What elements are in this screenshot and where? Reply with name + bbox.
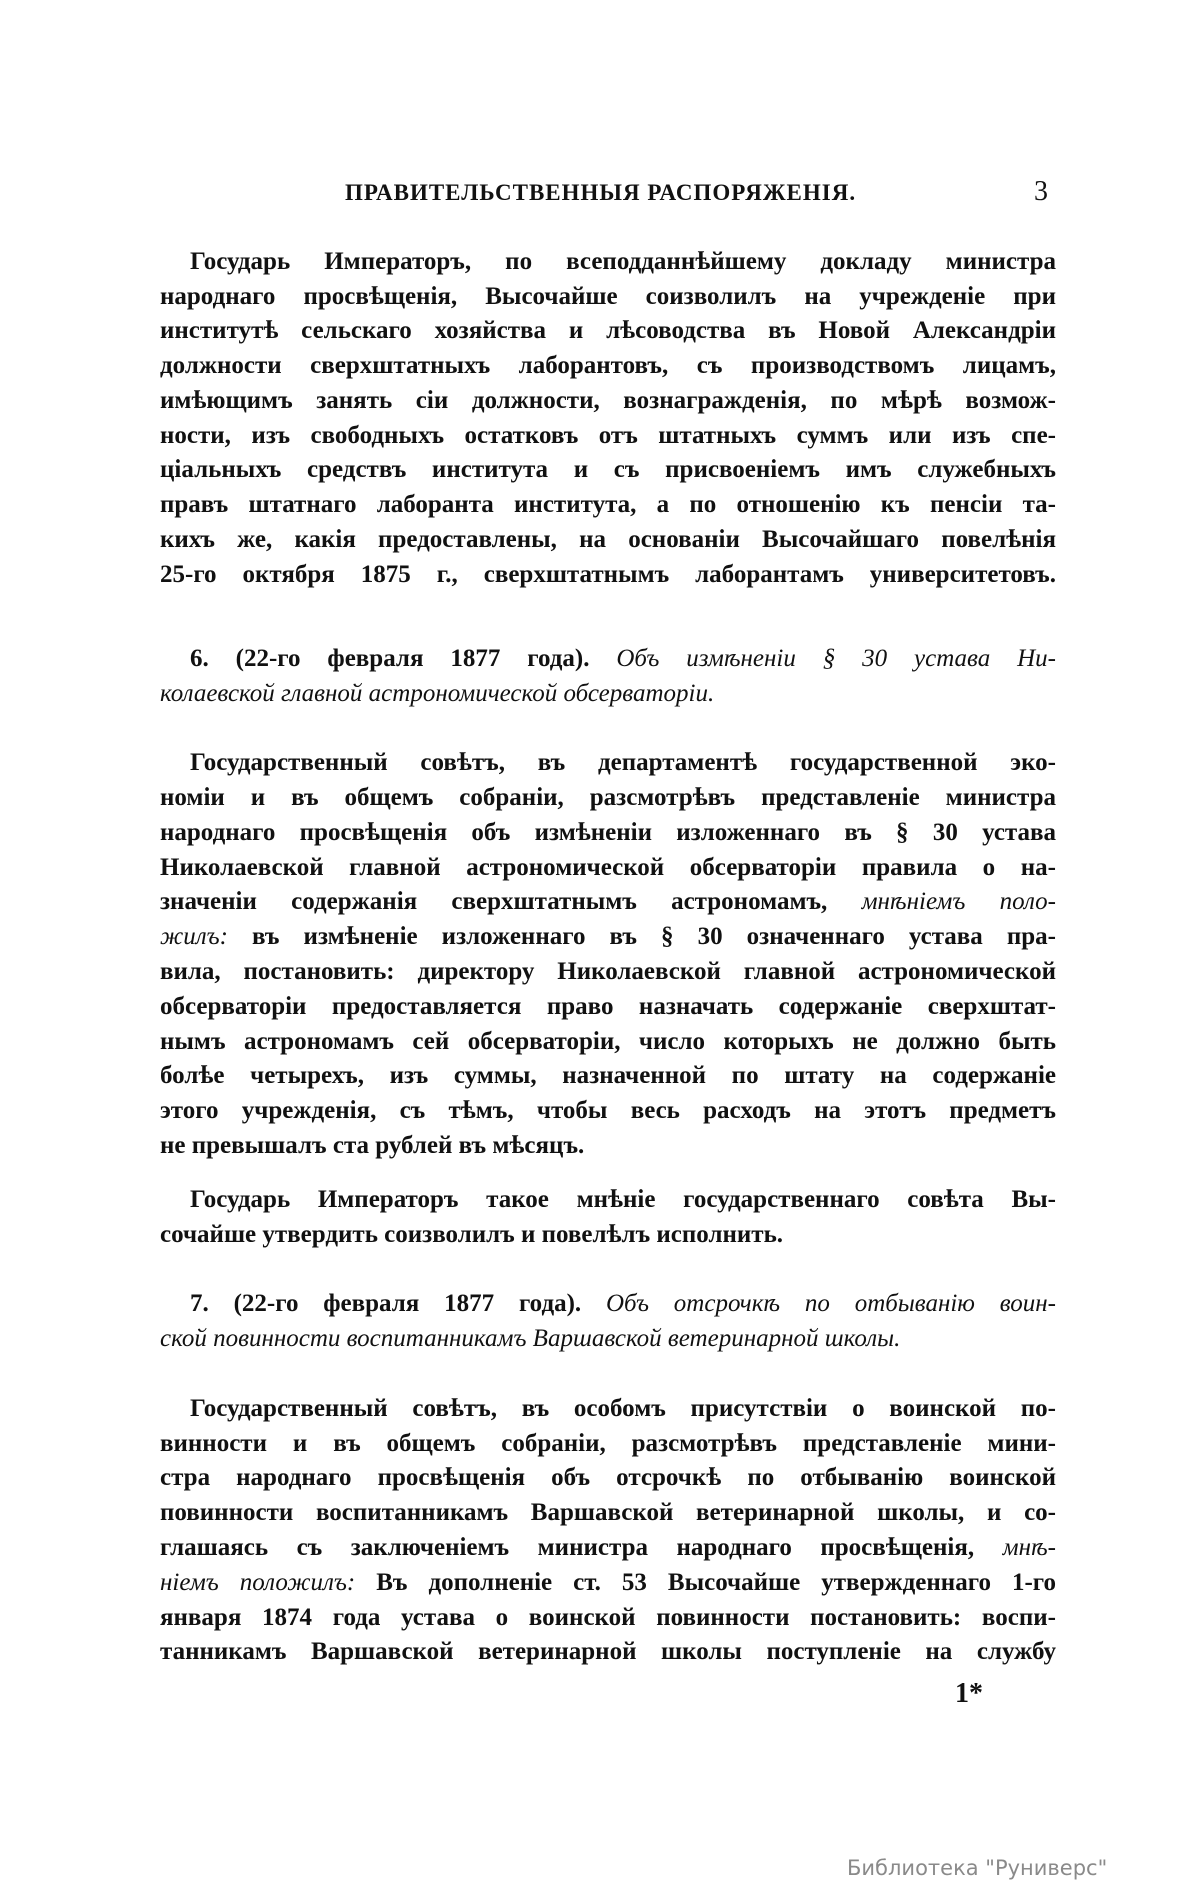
text-segment: Государственный совѣтъ, въ особомъ присутствіи о воинской по- bbox=[190, 1395, 1056, 1422]
section-6-heading bbox=[160, 678, 1056, 710]
text-line bbox=[190, 1184, 1056, 1216]
text-segment: Государственный совѣтъ, въ департаментѣ государственной эко- bbox=[190, 749, 1056, 776]
text-line bbox=[160, 385, 1056, 417]
section-6-heading bbox=[190, 643, 1056, 675]
text-segment: болѣе четырехъ, изъ суммы, назначенной по штату на содержаніе bbox=[160, 1062, 1056, 1089]
text-line bbox=[160, 852, 1056, 884]
text-line bbox=[160, 1602, 1056, 1634]
text-segment: Государь Императоръ, по всеподданнѣйшему докладу министра bbox=[190, 248, 1056, 275]
text-segment: этого учрежденія, съ тѣмъ, чтобы весь расходъ на этотъ предметъ bbox=[160, 1097, 1056, 1124]
text-segment: 25-го октября 1875 г., сверхштатнымъ лаборантамъ университетовъ. bbox=[160, 561, 1056, 588]
italic-text: мнѣніемъ поло- bbox=[861, 888, 1056, 915]
text-segment: кихъ же, какія предоставлены, на основаніи Высочайшаго повелѣнія bbox=[160, 526, 1056, 553]
text-line bbox=[190, 246, 1056, 278]
text-line bbox=[160, 420, 1056, 452]
text-segment: повинности воспитанникамъ Варшавской ветеринарной школы, и со- bbox=[160, 1499, 1056, 1526]
text-segment: глашаясь съ заключеніемъ министра народнаго просвѣщенія, bbox=[160, 1534, 1003, 1561]
text-segment: значеніи содержанія сверхштатнымъ астрономамъ, bbox=[160, 888, 862, 915]
italic-text: Объ измѣненіи § 30 устава Ни- bbox=[616, 645, 1057, 672]
text-line bbox=[160, 956, 1056, 988]
text-line bbox=[160, 1567, 1056, 1599]
text-segment: номіи и въ общемъ собраніи, разсмотрѣвъ представленіе министра bbox=[160, 784, 1056, 811]
text-segment: не превышалъ ста рублей въ мѣсяцъ. bbox=[160, 1132, 585, 1159]
text-segment: институтѣ сельскаго хозяйства и лѣсоводства въ Новой Александріи bbox=[160, 317, 1056, 344]
text-segment: сочайше утвердить соизволилъ и повелѣлъ исполнить. bbox=[160, 1221, 784, 1248]
italic-text: колаевской главной астрономической обсерваторіи. bbox=[160, 680, 715, 707]
section-7-heading bbox=[190, 1288, 1056, 1320]
text-line bbox=[160, 489, 1056, 521]
text-line bbox=[160, 886, 1056, 918]
section-7-heading bbox=[160, 1323, 1056, 1355]
text-line bbox=[160, 1060, 1056, 1092]
signature-mark: 1* bbox=[955, 1678, 983, 1709]
text-segment: правъ штатнаго лаборанта института, а по отношенію къ пенсіи та- bbox=[160, 491, 1056, 518]
text-segment: вила, постановить: директору Николаевской главной астрономической bbox=[160, 958, 1056, 985]
text-line bbox=[160, 350, 1056, 382]
text-line bbox=[160, 921, 1056, 953]
text-line bbox=[160, 782, 1056, 814]
text-line bbox=[160, 1636, 1056, 1668]
text-line bbox=[160, 559, 1056, 591]
text-segment: Государь Императоръ такое мнѣніе государственнаго совѣта Вы- bbox=[190, 1186, 1056, 1213]
text-line bbox=[160, 315, 1056, 347]
text-line bbox=[160, 1219, 1056, 1251]
text-line bbox=[160, 1497, 1056, 1529]
text-segment: обсерваторіи предоставляется право назначать содержаніе сверхштат- bbox=[160, 993, 1056, 1020]
text-segment: танникамъ Варшавской ветеринарной школы поступленіе на службу bbox=[160, 1638, 1056, 1665]
text-segment: въ измѣненіе изложеннаго въ § 30 означеннаго устава пра- bbox=[227, 923, 1056, 950]
text-line bbox=[160, 1428, 1056, 1460]
text-line bbox=[160, 1462, 1056, 1494]
text-segment: января 1874 года устава о воинской повинности постановить: воспи- bbox=[160, 1604, 1056, 1631]
running-header: ПРАВИТЕЛЬСТВЕННЫЯ РАСПОРЯЖЕНІЯ. bbox=[345, 180, 857, 205]
library-watermark: Библиотека "Руниверс" bbox=[847, 1856, 1108, 1880]
italic-text: жилъ: bbox=[160, 923, 228, 950]
italic-text: мнѣ- bbox=[1002, 1534, 1056, 1561]
text-segment: стра народнаго просвѣщенія объ отсрочкѣ по отбыванію воинской bbox=[160, 1464, 1056, 1491]
text-segment: Николаевской главной астрономической обсерваторіи правила о на- bbox=[160, 854, 1056, 881]
text-segment: Въ дополненіе ст. 53 Высочайше утвержденнаго 1-го bbox=[355, 1569, 1056, 1596]
text-segment: народнаго просвѣщенія, Высочайше соизволилъ на учрежденіе при bbox=[160, 283, 1056, 310]
text-line bbox=[160, 1130, 1056, 1162]
text-segment: 6. (22-го февраля 1877 года). bbox=[190, 645, 617, 672]
text-line bbox=[160, 281, 1056, 313]
text-line bbox=[190, 747, 1056, 779]
text-segment: ности, изъ свободныхъ остатковъ отъ штатныхъ суммъ или изъ спе- bbox=[160, 422, 1056, 449]
text-segment: нымъ астрономамъ сей обсерваторіи, число которыхъ не должно быть bbox=[160, 1028, 1056, 1055]
italic-text: ніемъ положилъ: bbox=[160, 1569, 356, 1596]
text-segment: винности и въ общемъ собраніи, разсмотрѣвъ представленіе мини- bbox=[160, 1430, 1056, 1457]
text-segment: 7. (22-го февраля 1877 года). bbox=[190, 1290, 606, 1317]
text-line bbox=[160, 1532, 1056, 1564]
italic-text: ской повинности воспитанникамъ Варшавской ветеринарной школы. bbox=[160, 1325, 901, 1352]
italic-text: Объ отсрочкѣ по отбыванію воин- bbox=[606, 1290, 1056, 1317]
text-line bbox=[160, 991, 1056, 1023]
text-line bbox=[160, 817, 1056, 849]
text-segment: ціальныхъ средствъ института и съ присвоеніемъ имъ служебныхъ bbox=[160, 456, 1056, 483]
text-line bbox=[160, 524, 1056, 556]
text-line bbox=[160, 1026, 1056, 1058]
text-line bbox=[160, 1095, 1056, 1127]
page-number: 3 bbox=[1034, 176, 1048, 207]
text-segment: народнаго просвѣщенія объ измѣненіи изложеннаго въ § 30 устава bbox=[160, 819, 1056, 846]
text-segment: имѣющимъ занять сіи должности, вознагражденія, по мѣрѣ возмож- bbox=[160, 387, 1056, 414]
text-line bbox=[160, 454, 1056, 486]
text-segment: должности сверхштатныхъ лаборантовъ, съ производствомъ лицамъ, bbox=[160, 352, 1056, 379]
text-line bbox=[190, 1393, 1056, 1425]
